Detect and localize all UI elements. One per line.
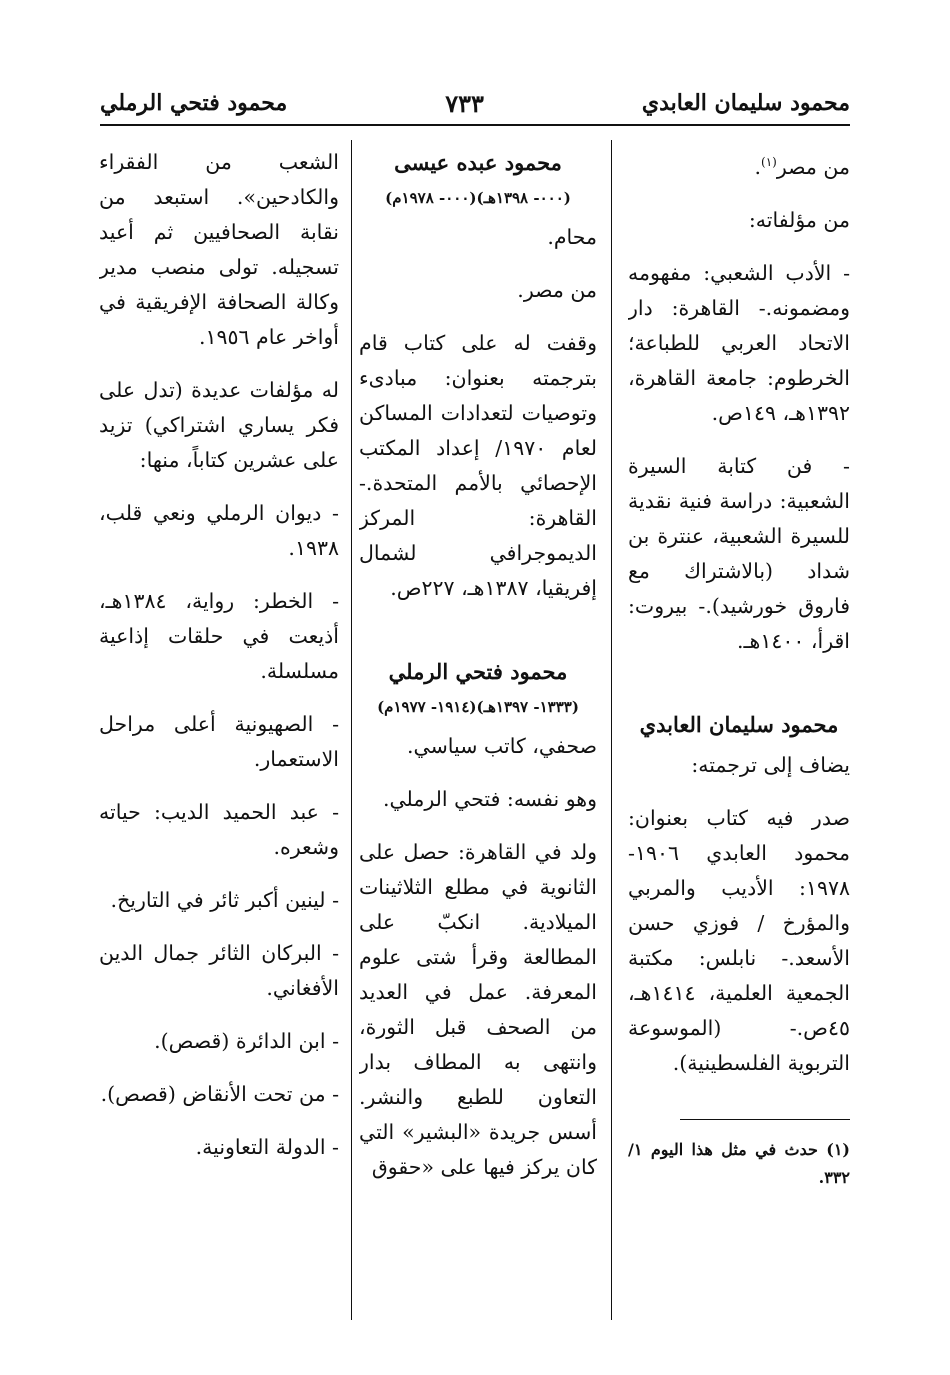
list-item: - لينين أكبر ثائر في التاريخ. [110,888,339,912]
paragraph: صحفي، كاتب سياسي. [407,734,597,758]
list-item: - من تحت الأنقاض (قصص). [100,1082,339,1106]
entry-title: محمود سليمان العابدي [639,711,839,737]
footnote-rule [680,1119,850,1120]
paragraph: محام. [547,225,597,249]
list-item: - الدولة التعاونية. [195,1135,339,1159]
paragraph: - فن كتابة السيرة الشعبية: دراسة فنية نقدية للسيرة الشعبية، عنترة بن شداد (بالاشتراك مع فاروق خورشيد).- بيروت: اقرأ، ١٤٠٠هـ. [628,453,850,653]
paragraph: يضاف إلى ترجمته: [691,752,850,777]
paragraph: له مؤلفات عديدة (تدل على فكر يساري اشتراكي) تزيد على عشرين كتاباً، منها: [99,378,339,472]
paragraph: الشعب من الفقراء والكادحين». استبعد من نقابة الصحافيين ثم أعيد تسجيله. تولى منصب مدير وكالة الصحافة الإفريقية في أواخر عام ١٩٥٦. [99,150,339,349]
paragraph: - الأدب الشعبي: مفهومه ومضمونه.- القاهرة: دار الاتحاد العربي للطباعة؛ الخرطوم: جامعة القاهرة، ١٣٩٢هـ، ١٤٩ص. [628,260,850,425]
paragraph: من مؤلفاته: [748,207,850,232]
header-left-title: محمود فتحي الرملي [100,90,288,116]
footnote: (١) حدث في مثل هذا اليوم ١/ ٣٣٢. [628,1139,850,1187]
paragraph: من مصر. [517,278,597,302]
paragraph: ولد في القاهرة: حصل على الثانوية في مطلع الثلاثينات الميلادية. انكبّ على المطالعة وقرأ شتى علوم المعرفة. عمل في العديد من الصحف قبل الثورة، وانتهى به المطاف بدار التعاون للطبع والنشر. أسس جريدة «البشير» التي كان يركز فيها على «حقوق [359,840,597,1179]
list-item: - ابن الدائرة (قصص). [154,1029,339,1053]
entry-dates: (١٣٣٣- ١٣٩٧هـ)(١٩١٤- ١٩٧٧م) [377,698,579,716]
list-item: - ديوان الرملي ونعي قلب، ١٩٣٨. [99,501,339,560]
page-number: ٧٣٣ [445,88,484,118]
list-item: - البركان الثائر جمال الدين الأفغاني. [99,941,339,1000]
column-left [99,145,339,1320]
list-item: - عبد الحميد الديب: حياته وشعره. [99,800,339,859]
column-middle [359,145,597,1320]
entry-title: محمود عبده عيسى [394,150,562,175]
running-header [100,82,850,126]
paragraph: وقفت له على كتاب قام بترجمته بعنوان: مبادىء وتوصيات لتعدادات المساكن لعام ١٩٧٠/ إعداد المكتب الإحصائي بالأمم المتحدة.- القاهرة: المركز الديموجرافي لشمال إفريقيا، ١٣٨٧هـ، ٢٢٧ص. [359,331,597,600]
column-right [628,145,850,1320]
column-divider-left [351,140,352,1320]
list-item: - الخطر: رواية، ١٣٨٤هـ، أذيعت في حلقات إذاعية مسلسلة. [99,589,339,683]
entry-title: محمود فتحي الرملي [388,659,568,684]
list-item: - الصهيونية أعلى مراحل الاستعمار. [99,712,339,771]
paragraph: صدر فيه كتاب بعنوان: محمود العابدي ١٩٠٦- ١٩٧٨: الأديب والمربي والمؤرخ / فوزي حسن الأسعد.- نابلس: مكتبة الجمعية العلمية، ١٤١٤هـ، ٤٥ص.- (الموسوعة التربوية الفلسطينية). [628,805,850,1075]
paragraph: وهو نفسه: فتحي الرملي. [382,787,597,811]
paragraph: من مصر$^{(١)}$. [754,154,850,179]
header-right-title: محمود سليمان العابدي [641,90,850,116]
entry-dates: (٠٠٠- ١٣٩٨هـ)(٠٠٠- ١٩٧٨م) [385,189,571,207]
column-divider-right [611,140,612,1320]
footnote-ref: (١) [761,155,777,169]
